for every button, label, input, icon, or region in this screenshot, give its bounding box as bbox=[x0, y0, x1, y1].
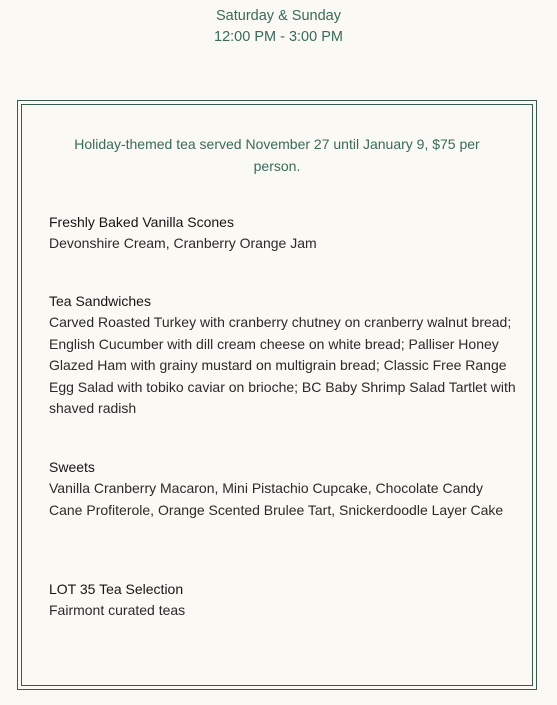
menu-intro: Holiday-themed tea served November 27 until January 9, $75 per person. bbox=[74, 136, 480, 174]
section-description: Fairmont curated teas bbox=[49, 602, 186, 618]
section-description: Devonshire Cream, Cranberry Orange Jam bbox=[49, 235, 317, 251]
section-description: Vanilla Cranberry Macaron, Mini Pistachio Cupcake, Chocolate Candy Cane Profiterole, Orange Scented Brulee Tart, Snickerdoodle Layer Cake bbox=[49, 480, 504, 518]
menu-section-tea bbox=[49, 578, 519, 622]
menu-inner-border bbox=[21, 104, 533, 686]
section-title: Freshly Baked Vanilla Scones bbox=[49, 214, 234, 230]
menu-section-sandwiches bbox=[49, 290, 519, 420]
menu-section-sweets bbox=[49, 456, 519, 521]
menu-section-scones bbox=[49, 211, 519, 255]
section-description: Carved Roasted Turkey with cranberry chutney on cranberry walnut bread; English Cucumber with dill cream cheese on white bread; Palliser Honey Glazed Ham with grainy mustard on multigrain bread; Classic Free Range Egg Salad with tobiko caviar on brioche; BC Baby Shrimp Salad Tartlet with shaved radish bbox=[49, 314, 516, 416]
section-title: LOT 35 Tea Selection bbox=[49, 581, 184, 597]
menu-frame bbox=[17, 100, 537, 690]
section-title: Sweets bbox=[49, 459, 95, 475]
section-title: Tea Sandwiches bbox=[49, 293, 151, 309]
schedule-hours: 12:00 PM - 3:00 PM bbox=[214, 29, 343, 45]
schedule-days: Saturday & Sunday bbox=[216, 8, 341, 24]
schedule-info bbox=[0, 6, 557, 48]
